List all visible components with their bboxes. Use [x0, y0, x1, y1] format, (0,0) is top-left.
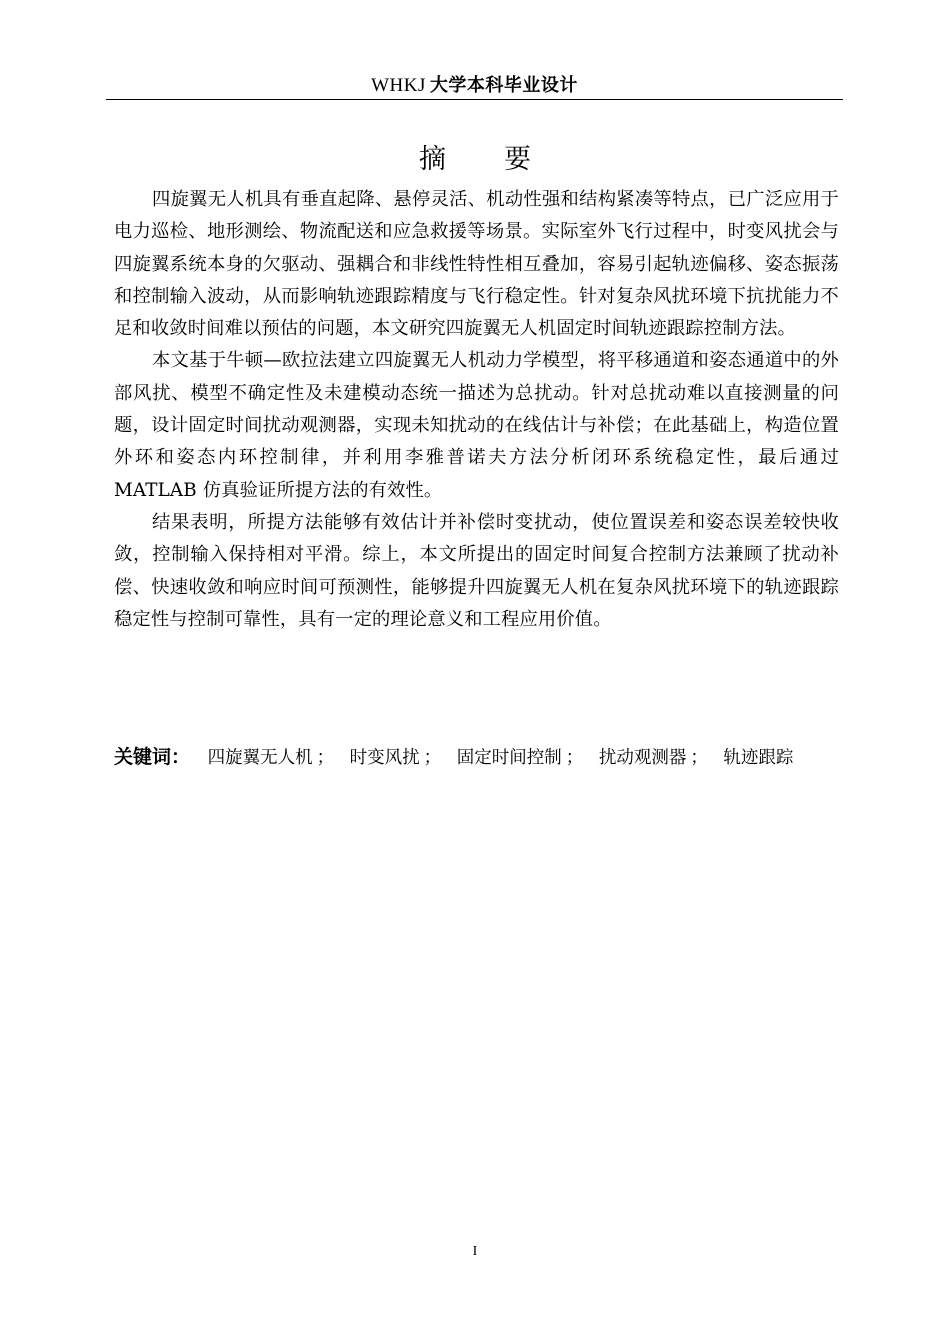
keyword-item: 四旋翼无人机	[207, 748, 313, 768]
header-doc-type: 大学本科毕业设计	[429, 75, 578, 96]
keyword-separator: ；	[690, 748, 708, 768]
keyword-item: 扰动观测器	[598, 748, 687, 768]
abstract-title-char-2: 要	[504, 144, 531, 175]
page-header	[106, 74, 843, 98]
header-divider	[106, 99, 843, 100]
abstract-paragraph-3: 结果表明，所提方法能够有效估计并补偿时变扰动，使位置误差和姿态误差较快收敛，控制输入保持相对平滑。综上，本文所提出的固定时间复合控制方法兼顾了扰动补偿、快速收敛和响应时间可预测性，能够提升四旋翼无人机在复杂风扰环境下的轨迹跟踪稳定性与控制可靠性，具有一定的理论意义和工程应用价值。	[114, 511, 839, 630]
keywords-line	[114, 743, 839, 772]
keyword-item: 轨迹跟踪	[723, 748, 794, 768]
abstract-paragraph-1: 四旋翼无人机具有垂直起降、悬停灵活、机动性强和结构紧凑等特点，已广泛应用于电力巡检、地形测绘、物流配送和应急救援等场景。实际室外飞行过程中，时变风扰会与四旋翼系统本身的欠驱动、强耦合和非线性特性相互叠加，容易引起轨迹偏移、姿态振荡和控制输入波动，从而影响轨迹跟踪精度与飞行稳定性。针对复杂风扰环境下抗扰能力不足和收敛时间难以预估的问题，本文研究四旋翼无人机固定时间轨迹跟踪控制方法。	[114, 189, 839, 340]
keyword-item: 时变风扰	[349, 748, 420, 768]
abstract-body	[114, 184, 839, 636]
keyword-item: 固定时间控制	[456, 748, 562, 768]
keyword-separator: ；	[565, 748, 584, 768]
keywords-label: 关键词：	[114, 746, 191, 768]
header-school-code: WHKJ	[371, 75, 426, 96]
keyword-separator: ；	[423, 748, 442, 768]
page-number: I	[472, 1244, 478, 1259]
keyword-separator: ；	[316, 748, 335, 768]
abstract-title-char-1: 摘	[419, 144, 446, 175]
abstract-title	[0, 142, 950, 178]
abstract-paragraph-2: 本文基于牛顿—欧拉法建立四旋翼无人机动力学模型，将平移通道和姿态通道中的外部风扰、模型不确定性及未建模动态统一描述为总扰动。针对总扰动难以直接测量的问题，设计固定时间扰动观测器，实现未知扰动的在线估计与补偿；在此基础上，构造位置外环和姿态内环控制律，并利用李雅普诺夫方法分析闭环系统稳定性，最后通过 MATLAB 仿真验证所提方法的有效性。	[114, 350, 839, 501]
